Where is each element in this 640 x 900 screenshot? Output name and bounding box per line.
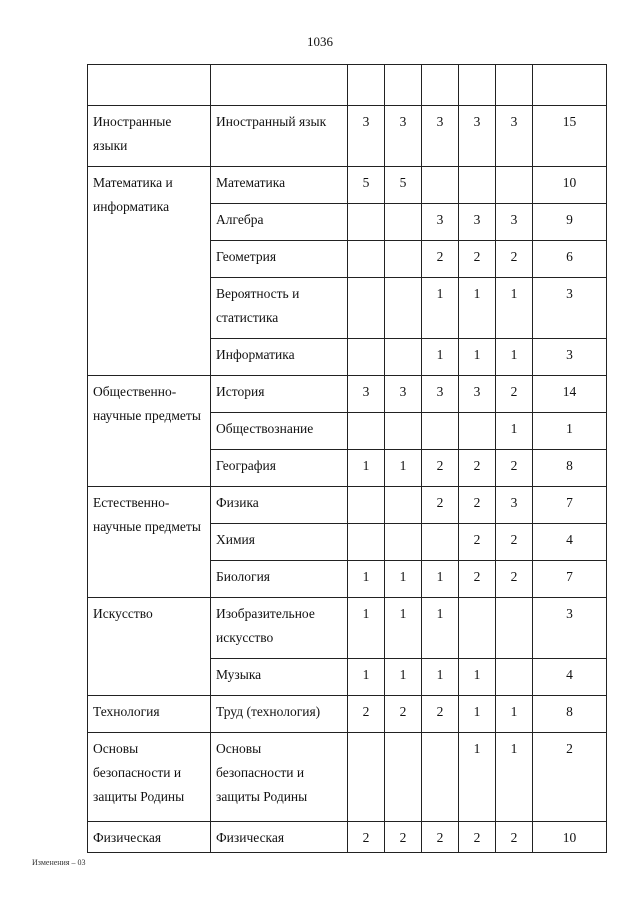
hours-cell: 3 bbox=[459, 106, 496, 167]
total-cell: 3 bbox=[533, 339, 607, 376]
total-cell: 15 bbox=[533, 106, 607, 167]
hours-cell: 2 bbox=[496, 822, 533, 853]
hours-cell: 3 bbox=[422, 376, 459, 413]
hours-cell: 1 bbox=[422, 339, 459, 376]
hours-cell: 2 bbox=[459, 241, 496, 278]
page-number: 1036 bbox=[307, 34, 333, 49]
hours-cell bbox=[496, 167, 533, 204]
hours-cell: 2 bbox=[348, 696, 385, 733]
hours-cell: 1 bbox=[422, 278, 459, 339]
total-cell: 7 bbox=[533, 487, 607, 524]
hours-cell bbox=[422, 733, 459, 822]
hours-cell: 2 bbox=[459, 524, 496, 561]
hours-cell: 1 bbox=[422, 659, 459, 696]
area-cell: Иностранные языки bbox=[88, 106, 211, 167]
area-cell: Основы безопасности и защиты Родины bbox=[88, 733, 211, 822]
hours-cell: 2 bbox=[422, 696, 459, 733]
total-cell: 9 bbox=[533, 204, 607, 241]
subject-cell: Вероятность и статистика bbox=[211, 278, 348, 339]
table-row bbox=[88, 487, 607, 524]
hours-cell bbox=[459, 167, 496, 204]
hours-cell: 2 bbox=[422, 241, 459, 278]
hours-cell: 1 bbox=[348, 561, 385, 598]
total-cell: 4 bbox=[533, 524, 607, 561]
total-cell: 4 bbox=[533, 659, 607, 696]
hours-cell: 2 bbox=[385, 696, 422, 733]
subject-cell: Физическая bbox=[211, 822, 348, 853]
hours-cell: 1 bbox=[348, 598, 385, 659]
hours-cell: 3 bbox=[348, 376, 385, 413]
subject-cell: Геометрия bbox=[211, 241, 348, 278]
subject-cell: География bbox=[211, 450, 348, 487]
hours-cell bbox=[422, 167, 459, 204]
table-row bbox=[88, 376, 607, 413]
area-cell: Физическая bbox=[88, 822, 211, 853]
subject-cell: Алгебра bbox=[211, 204, 348, 241]
area-cell: Математика и информатика bbox=[88, 167, 211, 376]
hours-cell bbox=[459, 413, 496, 450]
hours-cell bbox=[385, 65, 422, 106]
area-cell bbox=[88, 65, 211, 106]
curriculum-table bbox=[87, 64, 607, 853]
hours-cell: 2 bbox=[496, 561, 533, 598]
table-row bbox=[88, 733, 607, 822]
hours-cell: 2 bbox=[348, 822, 385, 853]
hours-cell: 1 bbox=[348, 450, 385, 487]
hours-cell: 1 bbox=[459, 733, 496, 822]
hours-cell: 2 bbox=[422, 822, 459, 853]
hours-cell bbox=[385, 413, 422, 450]
area-cell: Общественно-научные предметы bbox=[88, 376, 211, 487]
hours-cell bbox=[348, 413, 385, 450]
table-row bbox=[88, 822, 607, 853]
hours-cell bbox=[496, 65, 533, 106]
total-cell bbox=[533, 65, 607, 106]
subject-cell: История bbox=[211, 376, 348, 413]
hours-cell bbox=[459, 65, 496, 106]
hours-cell bbox=[348, 241, 385, 278]
hours-cell: 1 bbox=[496, 339, 533, 376]
hours-cell: 1 bbox=[496, 733, 533, 822]
hours-cell: 1 bbox=[496, 696, 533, 733]
subject-cell: Информатика bbox=[211, 339, 348, 376]
subject-cell: Иностранный язык bbox=[211, 106, 348, 167]
area-cell: Искусство bbox=[88, 598, 211, 696]
hours-cell bbox=[385, 204, 422, 241]
subject-cell: Математика bbox=[211, 167, 348, 204]
hours-cell: 1 bbox=[496, 278, 533, 339]
hours-cell bbox=[348, 339, 385, 376]
hours-cell: 1 bbox=[385, 450, 422, 487]
hours-cell: 1 bbox=[459, 339, 496, 376]
hours-cell: 3 bbox=[348, 106, 385, 167]
table-row bbox=[88, 167, 607, 204]
table-row bbox=[88, 696, 607, 733]
subject-cell: Обществознание bbox=[211, 413, 348, 450]
hours-cell: 2 bbox=[496, 376, 533, 413]
hours-cell bbox=[348, 733, 385, 822]
hours-cell bbox=[348, 65, 385, 106]
subject-cell: Труд (технология) bbox=[211, 696, 348, 733]
hours-cell: 3 bbox=[385, 106, 422, 167]
hours-cell bbox=[385, 733, 422, 822]
hours-cell: 3 bbox=[496, 106, 533, 167]
hours-cell: 2 bbox=[496, 524, 533, 561]
area-cell: Естественно-научные предметы bbox=[88, 487, 211, 598]
hours-cell bbox=[385, 524, 422, 561]
total-cell: 10 bbox=[533, 822, 607, 853]
subject-cell: Физика bbox=[211, 487, 348, 524]
hours-cell: 3 bbox=[422, 106, 459, 167]
hours-cell bbox=[348, 524, 385, 561]
hours-cell: 3 bbox=[459, 376, 496, 413]
total-cell: 14 bbox=[533, 376, 607, 413]
hours-cell bbox=[385, 278, 422, 339]
hours-cell: 2 bbox=[496, 241, 533, 278]
hours-cell: 1 bbox=[385, 659, 422, 696]
hours-cell bbox=[496, 659, 533, 696]
hours-cell: 2 bbox=[422, 487, 459, 524]
hours-cell: 3 bbox=[422, 204, 459, 241]
subject-cell: Основы безопасности и защиты Родины bbox=[211, 733, 348, 822]
area-cell: Технология bbox=[88, 696, 211, 733]
total-cell: 3 bbox=[533, 598, 607, 659]
total-cell: 10 bbox=[533, 167, 607, 204]
hours-cell: 1 bbox=[496, 413, 533, 450]
footer-note: Изменения – 03 bbox=[32, 858, 86, 867]
total-cell: 2 bbox=[533, 733, 607, 822]
subject-cell bbox=[211, 65, 348, 106]
hours-cell bbox=[385, 487, 422, 524]
hours-cell: 1 bbox=[385, 598, 422, 659]
hours-cell bbox=[422, 524, 459, 561]
hours-cell: 2 bbox=[459, 487, 496, 524]
hours-cell bbox=[422, 65, 459, 106]
hours-cell bbox=[348, 278, 385, 339]
hours-cell: 2 bbox=[422, 450, 459, 487]
hours-cell: 1 bbox=[422, 598, 459, 659]
hours-cell: 3 bbox=[496, 204, 533, 241]
total-cell: 6 bbox=[533, 241, 607, 278]
total-cell: 1 bbox=[533, 413, 607, 450]
hours-cell: 1 bbox=[459, 659, 496, 696]
hours-cell: 2 bbox=[459, 450, 496, 487]
hours-cell bbox=[385, 241, 422, 278]
hours-cell bbox=[459, 598, 496, 659]
total-cell: 8 bbox=[533, 450, 607, 487]
hours-cell: 3 bbox=[459, 204, 496, 241]
hours-cell bbox=[348, 204, 385, 241]
subject-cell: Изобразительное искусство bbox=[211, 598, 348, 659]
hours-cell: 1 bbox=[385, 561, 422, 598]
hours-cell: 1 bbox=[422, 561, 459, 598]
hours-cell bbox=[348, 487, 385, 524]
total-cell: 3 bbox=[533, 278, 607, 339]
hours-cell: 1 bbox=[348, 659, 385, 696]
subject-cell: Химия bbox=[211, 524, 348, 561]
hours-cell bbox=[496, 598, 533, 659]
subject-cell: Биология bbox=[211, 561, 348, 598]
hours-cell: 1 bbox=[459, 696, 496, 733]
hours-cell: 5 bbox=[348, 167, 385, 204]
hours-cell bbox=[422, 413, 459, 450]
table-row bbox=[88, 65, 607, 106]
hours-cell: 2 bbox=[459, 561, 496, 598]
table-row bbox=[88, 598, 607, 659]
hours-cell: 5 bbox=[385, 167, 422, 204]
hours-cell bbox=[385, 339, 422, 376]
table-row bbox=[88, 106, 607, 167]
subject-cell: Музыка bbox=[211, 659, 348, 696]
hours-cell: 2 bbox=[385, 822, 422, 853]
hours-cell: 2 bbox=[459, 822, 496, 853]
total-cell: 8 bbox=[533, 696, 607, 733]
hours-cell: 3 bbox=[385, 376, 422, 413]
hours-cell: 3 bbox=[496, 487, 533, 524]
hours-cell: 1 bbox=[459, 278, 496, 339]
total-cell: 7 bbox=[533, 561, 607, 598]
hours-cell: 2 bbox=[496, 450, 533, 487]
